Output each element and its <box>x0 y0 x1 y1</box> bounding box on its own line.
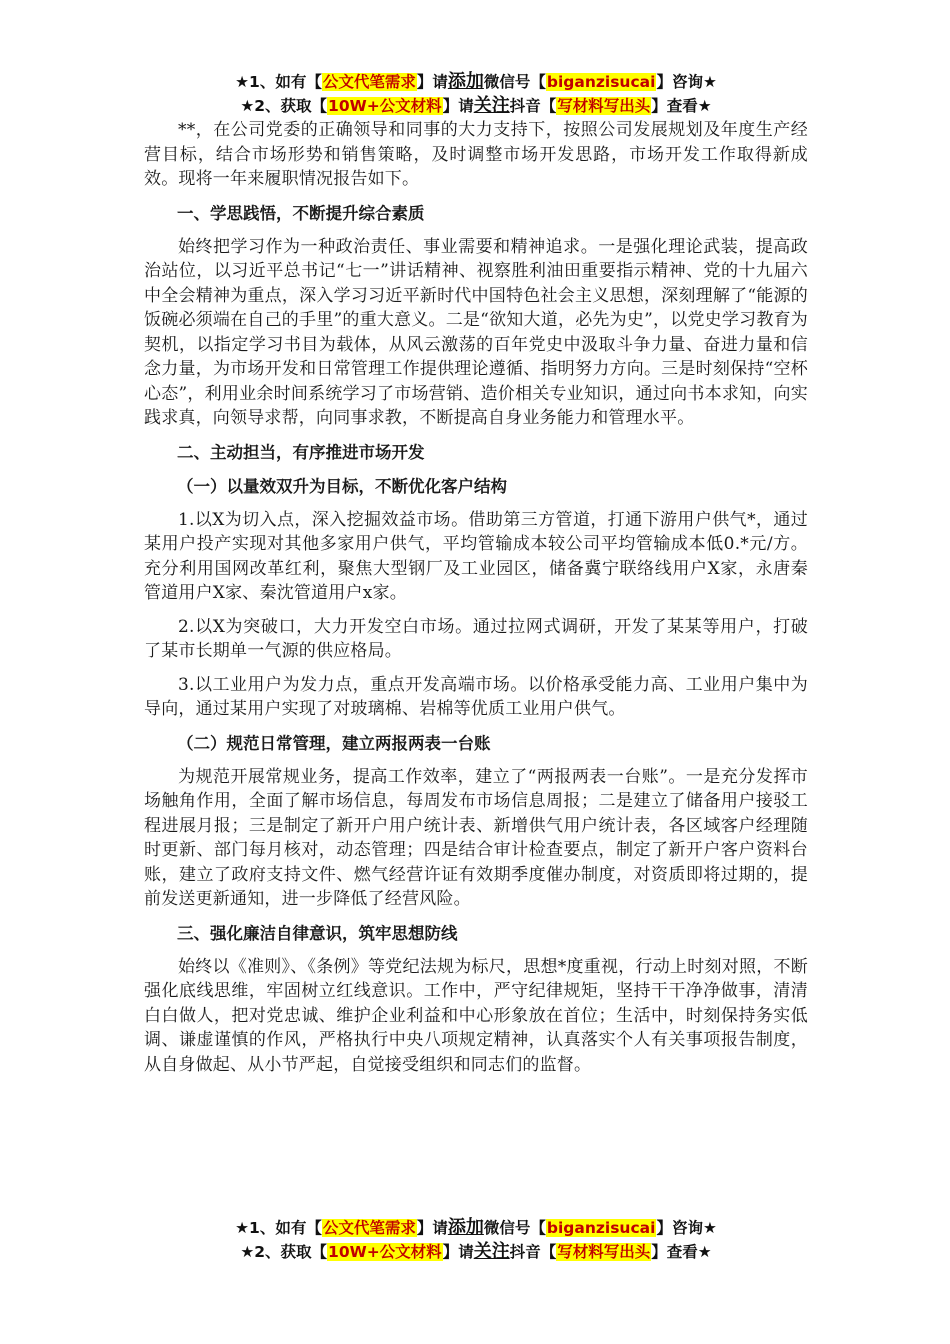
banner-emphasis: 关注 <box>473 95 510 116</box>
banner-text: ★1、如有【 <box>235 1219 322 1237</box>
section-heading-2: 二、主动担当，有序推进市场开发 <box>177 442 425 462</box>
banner-highlight: 10W+公文材料 <box>328 97 442 115</box>
paragraph-integrity: 始终以《准则》、《条例》等党纪法规为标尺，思想*度重视，行动上时刻对照，不断强化底线思维，牢固树立红线意识。工作中，严守纪律规矩，坚持干干净净做事，清清白白做人，把对党忠诚、维护企业利益和中心形象放在首位；生活中，时刻保持务实低调、谦虚谨慎的作风，严格执行中央八项规定精神，认真落实个人有关事项报告制度，从自身做起、从小节严起，自觉接受组织和同志们的监督。 <box>144 956 808 1075</box>
banner-text: 】请 <box>442 1243 474 1261</box>
paragraph-study: 始终把学习作为一种政治责任、事业需要和精神追求。一是强化理论武装，提高政治站位，以习近平总书记“七一”讲话精神、视察胜利油田重要指示精神、党的十九届六中全会精神为重点，深入学习习近平新时代中国特色社会主义思想，深刻理解了“能源的饭碗必须端在自己的手里”的重大意义。二是“欲知大道，必先为史”，以党史学习教育为契机，以指定学习书目为载体，从风云激荡的百年党史中汲取斗争力量、奋进力量和信念力量，为市场开发和日常管理工作提供理论遵循、指明努力方向。三是时刻保持“空杯心态”，利用业余时间系统学习了市场营销、造价相关专业知识，通过向书本求知，向实践求真，向领导求帮，向同事求教，不断提高自身业务能力和管理水平。 <box>144 236 808 428</box>
banner-text: ★2、获取【 <box>240 97 328 115</box>
paragraph-item-1: 1.以X为切入点，深入挖掘效益市场。借助第三方管道，打通下游用户供气*，通过某用户投产实现对其他多家用户供气，平均管输成本较公司平均管输成本低0.*元/方。充分利用国网改革红利，聚焦大型钢厂及工业园区，储备冀宁联络线用户X家，永唐秦管道用户X家、秦沈管道用户x家。 <box>144 509 808 603</box>
subsection-heading-2-1: （一）以量效双升为目标，不断优化客户结构 <box>177 476 507 496</box>
banner-emphasis: 添加 <box>447 1217 484 1238</box>
document-content <box>144 70 808 1077</box>
banner-text: 】查看★ <box>651 1243 712 1261</box>
banner-text: ★2、获取【 <box>240 1243 328 1261</box>
banner-highlight: biganzisucai <box>546 73 656 91</box>
banner-text: 抖音【 <box>509 1243 557 1261</box>
section-heading-1: 一、学思践悟，不断提升综合素质 <box>177 203 425 223</box>
paragraph-management: 为规范开展常规业务，提高工作效率，建立了“两报两表一台账”。一是充分发挥市场触角作用，全面了解市场信息，每周发布市场信息周报；二是建立了储备用户接驳工程进展月报；三是制定了新开户用户统计表、新增供气用户统计表，各区域客户经理随时更新、部门每月核对，动态管理；四是结合审计检查要点，制定了新开户客户资料台账，建立了政府支持文件、燃气经营许证有效期季度催办制度，对资质即将过期的，提前发送更新通知，进一步降低了经营风险。 <box>144 766 808 909</box>
paragraph-item-2: 2.以X为突破口，大力开发空白市场。通过拉网式调研，开发了某某等用户，打破了某市长期单一气源的供应格局。 <box>144 616 808 661</box>
section-heading-3: 三、强化廉洁自律意识，筑牢思想防线 <box>177 923 458 943</box>
banner-emphasis: 添加 <box>447 71 484 92</box>
banner-text: 】请 <box>416 73 448 91</box>
intro-paragraph: **，在公司党委的正确领导和同事的大力支持下，按照公司发展规划及年度生产经营目标，结合市场形势和销售策略，及时调整市场开发思路，市场开发工作取得新成效。现将一年来履职情况报告如下。 <box>144 120 808 189</box>
banner-text: 】咨询★ <box>656 1219 717 1237</box>
banner-highlight: 10W+公文材料 <box>328 1243 442 1261</box>
promo-banner-line-1 <box>144 1216 808 1240</box>
promo-banner-line-1 <box>144 70 808 94</box>
banner-text: ★1、如有【 <box>235 73 322 91</box>
promo-banner-line-2 <box>144 94 808 118</box>
banner-text: 】请 <box>442 97 474 115</box>
banner-text: 微信号【 <box>483 1219 546 1237</box>
banner-highlight: 写材料写出头 <box>557 97 651 115</box>
banner-highlight: 公文代笔需求 <box>322 73 416 91</box>
banner-highlight: 公文代笔需求 <box>322 1219 416 1237</box>
banner-highlight: 写材料写出头 <box>557 1243 651 1261</box>
banner-text: 抖音【 <box>509 97 557 115</box>
banner-text: 微信号【 <box>483 73 546 91</box>
promo-banner-line-2 <box>144 1240 808 1264</box>
banner-text: 】查看★ <box>651 97 712 115</box>
subsection-heading-2-2: （二）规范日常管理，建立两报两表一台账 <box>177 733 491 753</box>
banner-emphasis: 关注 <box>473 1241 510 1262</box>
footer-banner <box>144 1216 808 1264</box>
banner-highlight: biganzisucai <box>546 1219 656 1237</box>
banner-text: 】咨询★ <box>656 73 717 91</box>
banner-text: 】请 <box>416 1219 448 1237</box>
paragraph-item-3: 3.以工业用户为发力点，重点开发高端市场。以价格承受能力高、工业用户集中为导向，通过某用户实现了对玻璃棉、岩棉等优质工业用户供气。 <box>144 674 808 719</box>
